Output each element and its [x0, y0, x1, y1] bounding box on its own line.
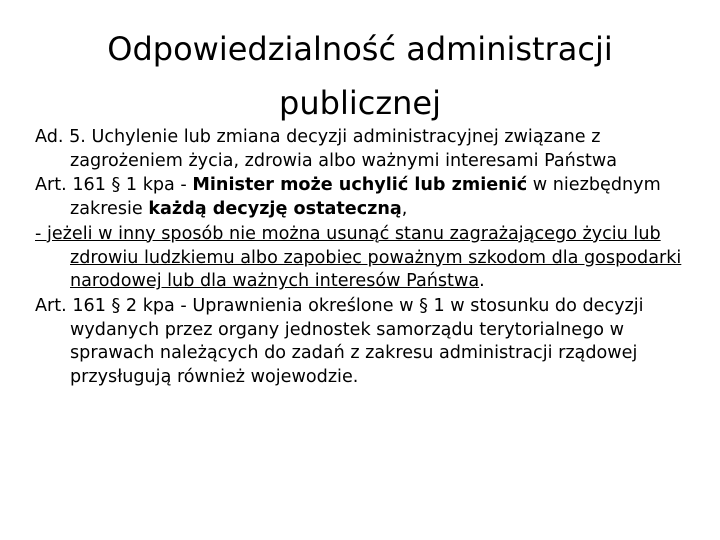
art-161-1-middle: w niezbędnym zakresie — [70, 175, 661, 220]
slide-title-line-1: Odpowiedzialność administracji — [107, 30, 613, 68]
condition-period: . — [479, 271, 485, 292]
paragraph-art-161-2-text: Art. 161 § 2 kpa - Uprawnienia określone w § 1 w stosunku do decyzji wydanych przez organy jednostek samorządu terytorialnego w sprawach należących do zadań z zakresu administracji rządowej przysługują również wojewodzie. — [35, 295, 644, 388]
art-161-1-prefix: Art. 161 § 1 kpa - — [35, 175, 193, 196]
art-161-1-bold-decyzja: każdą decyzję ostateczną — [148, 199, 402, 220]
paragraph-ad-5 — [35, 126, 685, 173]
paragraph-art-161-2 — [35, 295, 685, 390]
slide-title-line-2: publicznej — [279, 84, 441, 122]
art-161-1-comma: , — [401, 199, 408, 220]
paragraph-ad-5-text: Ad. 5. Uchylenie lub zmiana decyzji administracyjnej związane z zagrożeniem życia, zdrowia albo ważnymi interesami Państwa — [35, 127, 618, 171]
paragraph-condition — [35, 223, 685, 294]
paragraph-art-161-1 — [35, 174, 685, 221]
slide-title — [60, 22, 660, 130]
slide-body — [35, 126, 685, 391]
condition-underlined-text: - jeżeli w inny sposób nie można usunąć stanu zagrażającego życiu lub zdrowiu ludzkiemu albo zapobiec poważnym szkodom dla gospodarki narodowej lub dla ważnych interesów Państwa — [35, 223, 682, 292]
art-161-1-bold-minister: Minister może uchylić lub zmienić — [192, 175, 528, 196]
